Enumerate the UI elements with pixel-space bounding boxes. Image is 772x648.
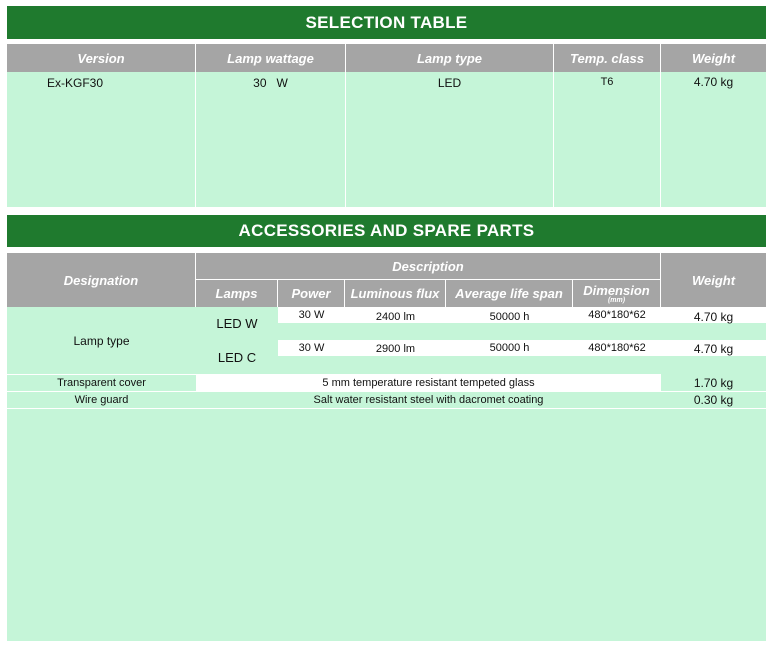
accessories-title: ACCESSORIES AND SPARE PARTS [7, 215, 766, 247]
lamp-dimension-2: 480*180*62 [588, 342, 646, 354]
header-designation: Designation [7, 253, 196, 307]
header-dimension [573, 280, 661, 307]
header-luminous-flux: Luminous flux [345, 280, 446, 307]
header-lamps: Lamps [196, 280, 278, 307]
wattage-cell: 30 W [196, 72, 346, 207]
lamp-weight-1: 4.70 kg [693, 310, 734, 324]
selection-table-title: SELECTION TABLE [7, 6, 766, 39]
lamp-power-2: 30 W [298, 342, 325, 354]
part-description-1: 5 mm temperature resistant tempeted glass [196, 374, 661, 391]
empty-area [7, 409, 766, 641]
part-description-2: Salt water resistant steel with dacromet coating [196, 391, 661, 408]
lamp-type-cell: LED [346, 72, 554, 207]
part-weight-2: 0.30 kg [661, 391, 766, 408]
lamp-name-1: LED W [216, 316, 258, 331]
header-temp-class: Temp. class [554, 44, 661, 72]
lamp-name-2: LED C [217, 349, 257, 365]
lamp-weight-2: 4.70 kg [693, 342, 734, 356]
header-dimension-label: Dimension [583, 283, 650, 298]
version-cell: Ex-KGF30 [7, 72, 196, 207]
header-lamp-wattage: Lamp wattage [196, 44, 346, 72]
lamp-flux-2: 2900 lm [375, 343, 416, 355]
lamp-dimension-1: 480*180*62 [588, 309, 646, 321]
header-life-span: Average life span [446, 280, 573, 307]
part-designation-1: Transparent cover [7, 374, 196, 391]
part-weight-1: 1.70 kg [661, 374, 766, 391]
header-lamp-type: Lamp type [346, 44, 554, 72]
lamp-power-1: 30 W [298, 309, 325, 321]
weight-cell: 4.70 kg [661, 72, 766, 207]
header-dimension-unit: (mm) [607, 297, 626, 304]
part-designation-2: Wire guard [7, 391, 196, 408]
header-acc-weight: Weight [661, 253, 766, 307]
lamp-flux-1: 2400 lm [375, 311, 416, 323]
temp-class-cell: T6 [554, 72, 661, 207]
lamp-life-2: 50000 h [489, 342, 530, 354]
header-version: Version [7, 44, 196, 72]
lamp-life-1: 50000 h [489, 311, 530, 323]
header-power: Power [278, 280, 345, 307]
lamp-type-label: Lamp type [73, 333, 130, 348]
header-description: Description [196, 253, 661, 280]
header-weight: Weight [661, 44, 766, 72]
